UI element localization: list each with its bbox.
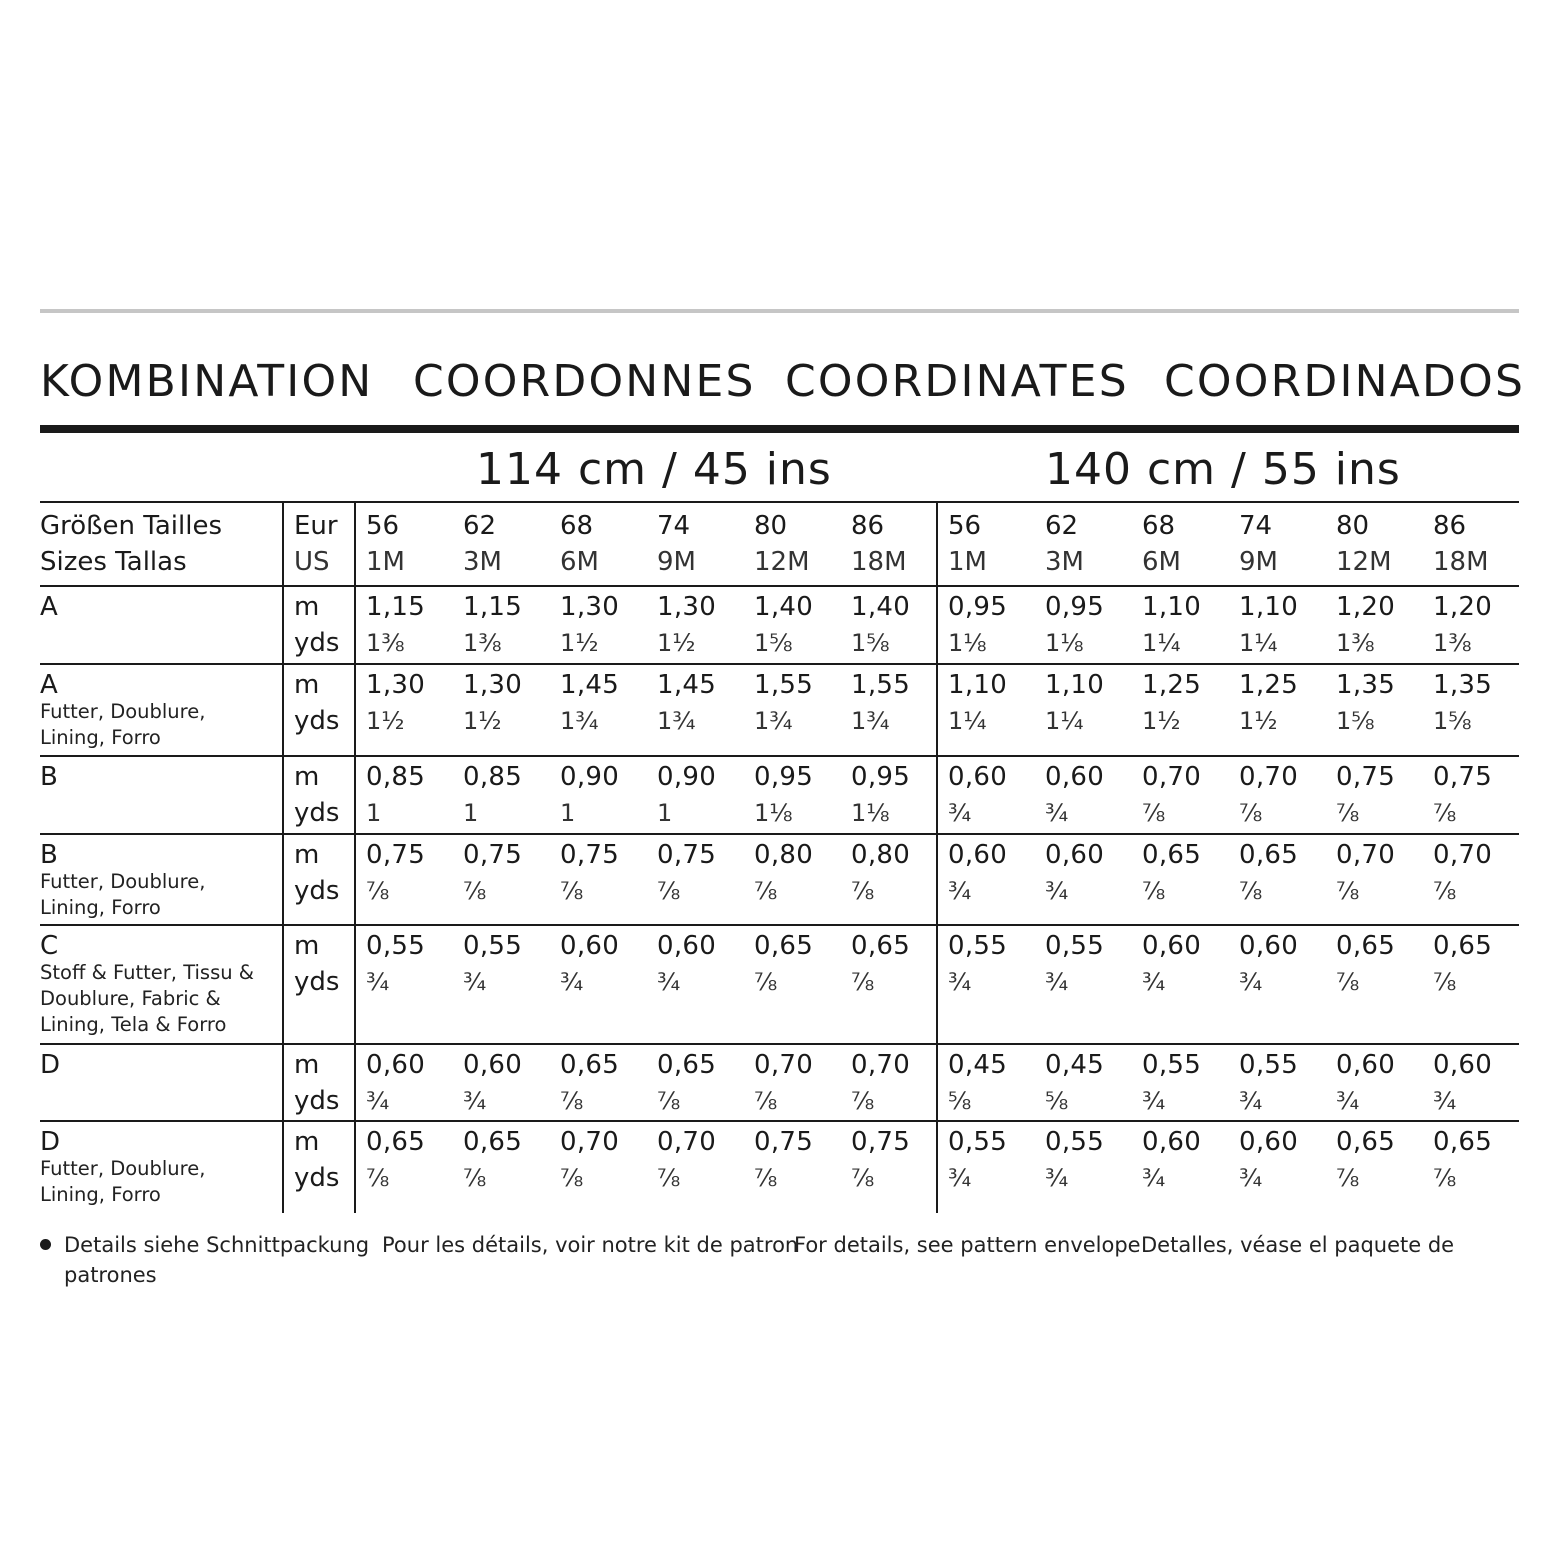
yards-value: ⅞ [463,1164,487,1192]
title-english: COORDINATES [785,356,1129,407]
meters-value: 0,70 [1336,840,1396,870]
yards-value: ¾ [1239,1087,1263,1115]
meters-value: 0,60 [1045,840,1105,870]
meters-value: 0,75 [366,840,426,870]
yards-value: ¾ [948,799,972,827]
meters-value: 1,10 [1045,670,1105,700]
title-german: KOMBINATION [40,356,374,407]
meters-value: 1,10 [1142,592,1202,622]
meters-value: 0,75 [1336,762,1396,792]
yards-value: 1⅛ [948,629,987,657]
meters-value: 0,55 [948,1127,1008,1157]
yards-value: ⅞ [851,1164,875,1192]
meters-value: 0,60 [1045,762,1105,792]
yards-value: ¾ [560,968,584,996]
eur-size: 56 [948,511,982,541]
unit-yards: yds [294,967,340,997]
yards-value: ⅞ [851,1087,875,1115]
yards-value: 1½ [657,629,696,657]
meters-value: 0,60 [463,1050,523,1080]
meters-value: 0,65 [1336,1127,1396,1157]
yards-value: ⅞ [754,1164,778,1192]
meters-value: 0,60 [1433,1050,1493,1080]
meters-value: 0,70 [560,1127,620,1157]
yards-value: 1½ [366,707,405,735]
fabric-description: Doublure, Fabric & [40,987,221,1010]
yards-value: 1⅛ [1045,629,1084,657]
us-size: 18M [1433,547,1489,577]
yards-value: ¾ [1045,799,1069,827]
meters-value: 0,65 [1433,1127,1493,1157]
meters-value: 0,75 [657,840,717,870]
yards-value: 1⅜ [1433,629,1472,657]
meters-value: 1,35 [1336,670,1396,700]
unit-yards: yds [294,798,340,828]
meters-value: 1,45 [657,670,717,700]
us-size: 3M [463,547,502,577]
meters-value: 0,95 [851,762,911,792]
meters-value: 0,95 [948,592,1008,622]
meters-value: 0,55 [1142,1050,1202,1080]
yards-value: ⅞ [754,877,778,905]
meters-value: 1,45 [560,670,620,700]
eur-size: 68 [1142,511,1176,541]
meters-value: 0,65 [657,1050,717,1080]
yards-value: 1¼ [1142,629,1181,657]
meters-value: 1,10 [1239,592,1299,622]
yards-value: ⅞ [560,877,584,905]
yards-value: ⅞ [1142,877,1166,905]
yards-value: ⅞ [657,1164,681,1192]
yards-value: ¾ [1045,968,1069,996]
meters-value: 0,75 [754,1127,814,1157]
yards-value: ⅞ [560,1164,584,1192]
yards-value: ⅞ [1433,1164,1457,1192]
meters-value: 0,60 [948,762,1008,792]
meters-value: 0,60 [1239,931,1299,961]
meters-value: 0,65 [1142,840,1202,870]
meters-value: 1,15 [463,592,523,622]
yards-value: 1¼ [948,707,987,735]
yards-value: 1 [560,799,576,827]
meters-value: 1,20 [1336,592,1396,622]
meters-value: 0,55 [1045,931,1105,961]
meters-value: 1,30 [366,670,426,700]
sizes-label-line2: Sizes Tallas [40,547,187,577]
yards-value: 1⅛ [754,799,793,827]
meters-value: 1,15 [366,592,426,622]
yards-value: ¾ [948,1164,972,1192]
meters-value: 0,75 [851,1127,911,1157]
title-underline [40,425,1519,433]
view-letter: A [40,670,58,700]
fabric-description: Futter, Doublure, [40,870,206,893]
yards-value: ⅞ [366,877,390,905]
us-size: 1M [948,547,987,577]
yards-value: ¾ [948,877,972,905]
us-size: 9M [1239,547,1278,577]
meters-value: 0,70 [1239,762,1299,792]
yards-value: ⅞ [1336,799,1360,827]
yards-value: 1 [366,799,382,827]
unit-meters: m [294,1050,320,1080]
yards-value: ⅞ [1433,968,1457,996]
us-label: US [294,547,330,577]
yards-value: ⅞ [1336,1164,1360,1192]
yards-value: 1¾ [754,707,793,735]
fabric-description: Lining, Tela & Forro [40,1013,227,1036]
yards-value: 1⅝ [1336,707,1375,735]
table-row-divider [40,1043,1519,1045]
yards-value: ⅞ [463,877,487,905]
meters-value: 0,70 [754,1050,814,1080]
yards-value: ⅞ [560,1087,584,1115]
meters-value: 0,60 [560,931,620,961]
yards-value: ⅞ [1239,877,1263,905]
meters-value: 0,60 [366,1050,426,1080]
meters-value: 1,40 [754,592,814,622]
meters-value: 1,10 [948,670,1008,700]
yards-value: ⅝ [948,1087,972,1115]
meters-value: 0,70 [657,1127,717,1157]
yards-value: 1 [463,799,479,827]
table-row-divider [40,755,1519,757]
eur-size: 74 [1239,511,1273,541]
fabric-description: Lining, Forro [40,726,161,749]
us-size: 6M [560,547,599,577]
eur-size: 86 [851,511,885,541]
fabric-description: Lining, Forro [40,896,161,919]
title-row [40,352,1526,412]
fabric-description: Lining, Forro [40,1183,161,1206]
unit-meters: m [294,840,320,870]
eur-size: 80 [754,511,788,541]
meters-value: 1,20 [1433,592,1493,622]
meters-value: 0,95 [754,762,814,792]
yards-value: ¾ [657,968,681,996]
view-letter: C [40,931,59,961]
yards-value: ⅞ [657,877,681,905]
yards-value: 1⅝ [1433,707,1472,735]
meters-value: 0,95 [1045,592,1105,622]
meters-value: 0,65 [463,1127,523,1157]
yards-value: 1¼ [1045,707,1084,735]
fabric-description: Futter, Doublure, [40,700,206,723]
unit-meters: m [294,762,320,792]
sizes-label-line1: Größen Tailles [40,511,223,541]
meters-value: 0,65 [851,931,911,961]
meters-value: 1,55 [754,670,814,700]
unit-column-divider [354,501,356,1213]
meters-value: 0,60 [657,931,717,961]
fabric-description: Futter, Doublure, [40,1157,206,1180]
meters-value: 0,90 [657,762,717,792]
unit-yards: yds [294,1163,340,1193]
meters-value: 0,55 [366,931,426,961]
us-size: 3M [1045,547,1084,577]
meters-value: 0,55 [948,931,1008,961]
meters-value: 0,80 [754,840,814,870]
meters-value: 0,55 [1239,1050,1299,1080]
table-row-divider [40,663,1519,665]
meters-value: 0,60 [1336,1050,1396,1080]
yards-value: 1¼ [1239,629,1278,657]
yards-value: 1 [657,799,673,827]
eur-size: 62 [463,511,497,541]
footnote-english: For details, see pattern envelope [794,1233,1141,1257]
footnote-german: Details siehe Schnittpackung [64,1233,370,1257]
meters-value: 0,60 [1142,1127,1202,1157]
eur-size: 56 [366,511,400,541]
view-letter: D [40,1127,61,1157]
us-size: 1M [366,547,405,577]
yards-value: 1⅝ [754,629,793,657]
eur-size: 80 [1336,511,1370,541]
view-letter: A [40,592,58,622]
yards-value: 1½ [560,629,599,657]
meters-value: 0,55 [1045,1127,1105,1157]
meters-value: 0,65 [1239,840,1299,870]
meters-value: 0,65 [366,1127,426,1157]
meters-value: 1,25 [1239,670,1299,700]
meters-value: 1,30 [560,592,620,622]
us-size: 6M [1142,547,1181,577]
table-row-divider [40,501,1519,503]
meters-value: 0,70 [851,1050,911,1080]
meters-value: 0,80 [851,840,911,870]
eur-label: Eur [294,511,338,541]
yards-value: ¾ [1239,968,1263,996]
table-row-divider [40,833,1519,835]
yards-value: 1¾ [560,707,599,735]
title-french: COORDONNES [413,356,756,407]
yards-value: ⅞ [1239,799,1263,827]
fabric-width-140: 140 cm / 55 ins [1045,444,1401,495]
footnote-french: Pour les détails, voir notre kit de patron [382,1233,799,1257]
meters-value: 0,70 [1142,762,1202,792]
table-row-divider [40,1120,1519,1122]
meters-value: 1,30 [657,592,717,622]
us-size: 12M [1336,547,1392,577]
unit-yards: yds [294,706,340,736]
meters-value: 0,60 [1142,931,1202,961]
unit-meters: m [294,1127,320,1157]
eur-size: 68 [560,511,594,541]
meters-value: 0,55 [463,931,523,961]
meters-value: 0,65 [754,931,814,961]
yards-value: ⅞ [851,968,875,996]
us-size: 12M [754,547,810,577]
yards-value: 1¾ [657,707,696,735]
meters-value: 0,45 [948,1050,1008,1080]
title-spanish: COORDINADOS [1164,356,1526,407]
yards-value: 1½ [1239,707,1278,735]
yards-value: 1⅝ [851,629,890,657]
eur-size: 86 [1433,511,1467,541]
unit-yards: yds [294,1086,340,1116]
yards-value: 1⅛ [851,799,890,827]
yards-value: ¾ [1336,1087,1360,1115]
meters-value: 0,75 [1433,762,1493,792]
unit-meters: m [294,931,320,961]
yards-value: ¾ [948,968,972,996]
yards-value: 1¾ [851,707,890,735]
yards-value: ⅞ [851,877,875,905]
yards-value: ¾ [1142,968,1166,996]
yards-value: ¾ [1045,1164,1069,1192]
meters-value: 0,75 [463,840,523,870]
yards-value: 1½ [463,707,502,735]
view-letter: B [40,840,58,870]
meters-value: 0,45 [1045,1050,1105,1080]
meters-value: 1,55 [851,670,911,700]
width-group-divider [936,501,938,1213]
yards-value: ¾ [463,1087,487,1115]
fabric-description: Stoff & Futter, Tissu & [40,961,255,984]
yards-value: ¾ [463,968,487,996]
meters-value: 0,75 [560,840,620,870]
yards-value: 1½ [1142,707,1181,735]
yards-value: ¾ [1239,1164,1263,1192]
yards-value: ¾ [366,1087,390,1115]
meters-value: 1,25 [1142,670,1202,700]
meters-value: 0,65 [1336,931,1396,961]
meters-value: 1,40 [851,592,911,622]
yards-value: 1⅜ [366,629,405,657]
view-letter: B [40,762,58,792]
meters-value: 1,30 [463,670,523,700]
yards-value: ¾ [1433,1087,1457,1115]
top-divider [40,309,1519,313]
yards-value: ⅞ [1142,799,1166,827]
meters-value: 0,65 [1433,931,1493,961]
yards-value: ⅞ [1336,968,1360,996]
eur-size: 74 [657,511,691,541]
us-size: 9M [657,547,696,577]
us-size: 18M [851,547,907,577]
meters-value: 0,60 [948,840,1008,870]
yards-value: ¾ [1142,1164,1166,1192]
yards-value: ¾ [1045,877,1069,905]
eur-size: 62 [1045,511,1079,541]
yards-value: ¾ [366,968,390,996]
table-row-divider [40,585,1519,587]
yards-value: ⅞ [1336,877,1360,905]
fabric-width-114: 114 cm / 45 ins [476,444,832,495]
yards-value: ⅞ [1433,799,1457,827]
view-letter: D [40,1050,61,1080]
meters-value: 0,90 [560,762,620,792]
yards-value: ⅞ [657,1087,681,1115]
footnote-spanish: Detalles, véase el paquete de [1141,1233,1455,1257]
unit-yards: yds [294,628,340,658]
unit-yards: yds [294,876,340,906]
yards-value: 1⅜ [463,629,502,657]
yards-value: ⅞ [754,968,778,996]
yards-value: ⅞ [1433,877,1457,905]
yards-value: ⅞ [754,1087,778,1115]
yards-value: ⅞ [366,1164,390,1192]
unit-meters: m [294,670,320,700]
footnote-spanish-continued: patrones [64,1263,157,1287]
yards-value: ¾ [1142,1087,1166,1115]
meters-value: 0,60 [1239,1127,1299,1157]
meters-value: 0,85 [463,762,523,792]
unit-meters: m [294,592,320,622]
meters-value: 0,65 [560,1050,620,1080]
yards-value: ⅝ [1045,1087,1069,1115]
meters-value: 1,35 [1433,670,1493,700]
table-row-divider [40,924,1519,926]
label-column-divider [282,501,284,1213]
bullet-icon [40,1239,51,1250]
yards-value: 1⅜ [1336,629,1375,657]
meters-value: 0,70 [1433,840,1493,870]
meters-value: 0,85 [366,762,426,792]
